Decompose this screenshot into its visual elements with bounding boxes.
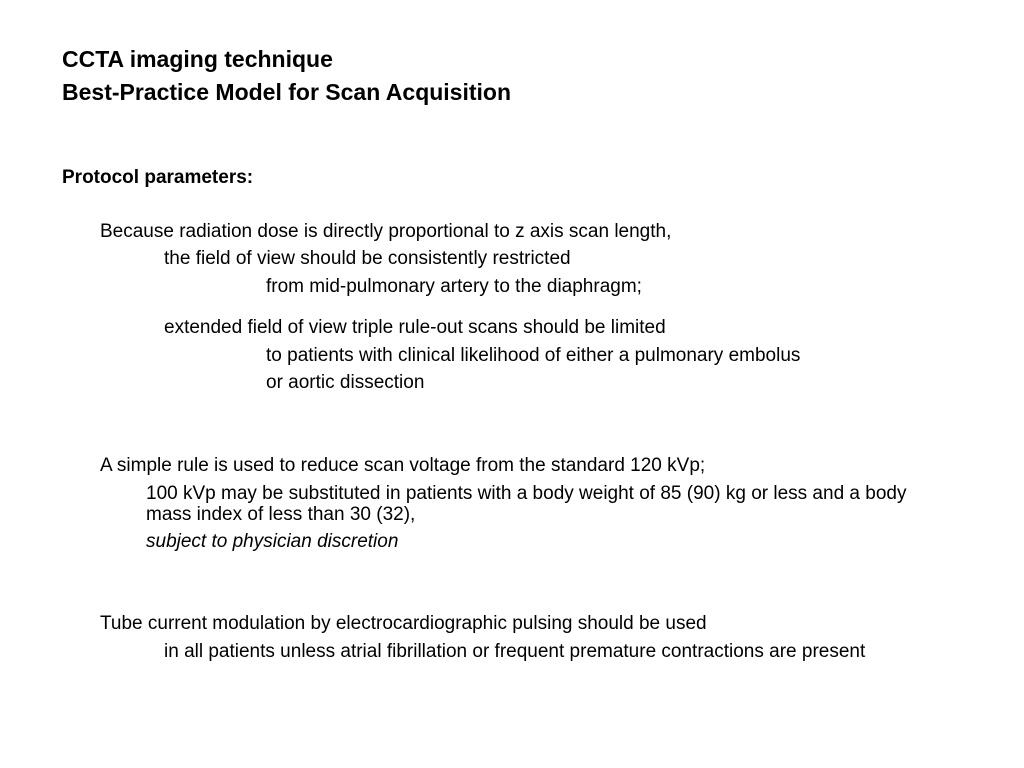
block3-line1: Tube current modulation by electrocardiographic pulsing should be used [100,613,707,634]
block2-line3: subject to physician discretion [146,531,399,552]
title-line-2: Best-Practice Model for Scan Acquisition [62,79,512,105]
title-line-1: CCTA imaging technique [62,46,333,72]
slide-title [62,43,511,109]
block1-line4: extended field of view triple rule-out scans should be limited [164,317,666,338]
block1-line3: from mid-pulmonary artery to the diaphragm; [266,276,642,297]
section-heading: Protocol parameters: [62,167,254,188]
block1-line6: or aortic dissection [266,372,425,393]
block1-line1: Because radiation dose is directly proportional to z axis scan length, [100,221,672,242]
block3-line2: in all patients unless atrial fibrillation or frequent premature contractions are present [164,641,866,662]
block2-line1: A simple rule is used to reduce scan voltage from the standard 120 kVp; [100,455,706,476]
block1-line5: to patients with clinical likelihood of either a pulmonary embolus [266,345,801,366]
block2-line2: 100 kVp may be substituted in patients with a body weight of 85 (90) kg or less and a body mass index of less than 30 (32), [146,483,907,525]
block1-line2: the field of view should be consistently restricted [164,248,571,269]
